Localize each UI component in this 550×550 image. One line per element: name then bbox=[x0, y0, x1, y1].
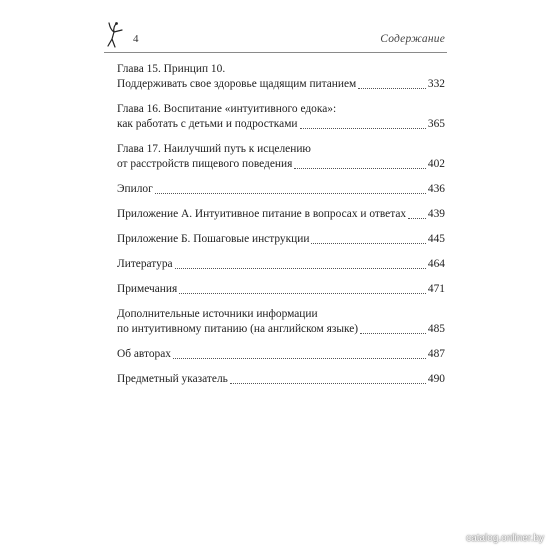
toc-entry-title: Примечания bbox=[117, 283, 178, 295]
toc-page-number: 332 bbox=[427, 78, 445, 90]
toc-entry-title: по интуитивному питанию (на английском языке) bbox=[117, 323, 359, 335]
toc-entry-title: Предметный указатель bbox=[117, 373, 228, 385]
dot-leader bbox=[358, 87, 426, 89]
toc-entry-title: Литература bbox=[117, 258, 173, 270]
table-of-contents bbox=[117, 62, 445, 397]
toc-entry-title: Приложение А. Интуитивное питание в вопросах и ответах bbox=[117, 208, 407, 220]
toc-entry-title: от расстройств пищевого поведения bbox=[117, 158, 293, 170]
toc-entry-line bbox=[117, 182, 445, 197]
dot-leader bbox=[175, 267, 426, 269]
running-head: Содержание bbox=[380, 33, 445, 45]
toc-entry-line bbox=[117, 372, 445, 387]
toc-entry bbox=[117, 62, 445, 92]
toc-page-number: 485 bbox=[427, 323, 445, 335]
toc-entry-line bbox=[117, 322, 445, 337]
toc-entry-title: Дополнительные источники информации bbox=[117, 308, 318, 320]
dot-leader bbox=[173, 357, 426, 359]
dot-leader bbox=[300, 127, 426, 129]
toc-entry-line bbox=[117, 307, 445, 322]
toc-page-number: 365 bbox=[427, 118, 445, 130]
toc-entry-title: Об авторах bbox=[117, 348, 171, 360]
toc-page-number: 487 bbox=[427, 348, 445, 360]
dot-leader bbox=[155, 192, 426, 194]
toc-entry-line bbox=[117, 77, 445, 92]
toc-entry bbox=[117, 142, 445, 172]
toc-page-number: 436 bbox=[427, 183, 445, 195]
dot-leader bbox=[230, 382, 426, 384]
toc-page-number: 471 bbox=[427, 283, 445, 295]
toc-entry-title: Приложение Б. Пошаговые инструкции bbox=[117, 233, 310, 245]
dot-leader bbox=[179, 292, 426, 294]
header-divider bbox=[104, 52, 447, 53]
dot-leader bbox=[360, 332, 426, 334]
toc-page-number: 439 bbox=[427, 208, 445, 220]
toc-entry bbox=[117, 372, 445, 387]
toc-entry-line bbox=[117, 257, 445, 272]
toc-page-number: 402 bbox=[427, 158, 445, 170]
toc-entry-line bbox=[117, 62, 445, 77]
toc-entry-title: Эпилог bbox=[117, 183, 153, 195]
toc-entry-line bbox=[117, 282, 445, 297]
toc-entry bbox=[117, 347, 445, 362]
toc-entry bbox=[117, 232, 445, 247]
toc-entry-line bbox=[117, 232, 445, 247]
toc-entry-line bbox=[117, 347, 445, 362]
toc-entry bbox=[117, 182, 445, 197]
toc-page-number: 445 bbox=[427, 233, 445, 245]
toc-page-number: 464 bbox=[427, 258, 445, 270]
toc-entry bbox=[117, 207, 445, 222]
toc-entry bbox=[117, 307, 445, 337]
toc-entry-title: как работать с детьми и подростками bbox=[117, 118, 298, 130]
toc-entry-line bbox=[117, 207, 445, 222]
toc-entry-title: Поддерживать свое здоровье щадящим питанием bbox=[117, 78, 357, 90]
toc-entry-line bbox=[117, 102, 445, 117]
dancer-figure-icon bbox=[101, 19, 131, 49]
toc-entry-title: Глава 17. Наилучший путь к исцелению bbox=[117, 143, 311, 155]
toc-entry bbox=[117, 102, 445, 132]
toc-page-number: 490 bbox=[427, 373, 445, 385]
page-number: 4 bbox=[133, 33, 139, 45]
toc-entry-line bbox=[117, 142, 445, 157]
dot-leader bbox=[294, 167, 426, 169]
toc-entry-line bbox=[117, 157, 445, 172]
toc-entry-title: Глава 16. Воспитание «интуитивного едока»: bbox=[117, 103, 337, 115]
dot-leader bbox=[311, 242, 425, 244]
toc-entry bbox=[117, 257, 445, 272]
toc-entry-title: Глава 15. Принцип 10. bbox=[117, 63, 226, 75]
watermark: catalog.onliner.by bbox=[466, 533, 544, 544]
toc-entry bbox=[117, 282, 445, 297]
toc-entry-line bbox=[117, 117, 445, 132]
dot-leader bbox=[408, 217, 426, 219]
